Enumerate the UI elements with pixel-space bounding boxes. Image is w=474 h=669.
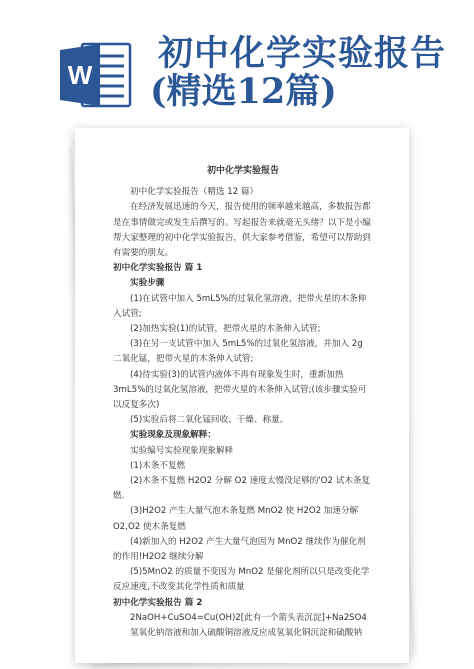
- banner-title-line1: 初中化学实验报告: [158, 33, 447, 74]
- step-item: (2)加热实验(1)的试管，把带火星的木条伸入试管;: [130, 324, 321, 335]
- phenomena-item: (1)木条不复燃: [130, 460, 186, 471]
- logo-letter: W: [67, 60, 93, 90]
- banner: [0, 0, 474, 120]
- step-item: (4)待实验(3)的试管内液体不再有现象发生时，重新加热 3mL5%的过氧化氢溶液，把带火星的木条伸入试管;(该步骤实验可以反复多次): [113, 369, 367, 411]
- intro-paragraph: 在经济发展迅速的今天，报告使用的频率越来越高，多数报告都是在事情做完或发生后撰写的。写起报告来就毫无头绪？以下是小编帮大家整理的初中化学实验报告，供大家参考借鉴，希望可以帮助到有需要的朋友。: [113, 202, 371, 259]
- document-heading: 初中化学实验报告: [206, 166, 279, 176]
- section2-text: 氢氧化钠溶液和加入硫酸铜溶液反应成氢氧化铜沉淀和硫酸钠: [130, 628, 363, 639]
- phenomena-item: (2)木条不复燃 H2O2 分解 O2 速度太慢没足够的'O2 试木条复燃.: [113, 476, 371, 502]
- document-body: [113, 164, 373, 641]
- phenomena-title: 实验现象及现象解释：: [130, 430, 216, 441]
- banner-title-line2: (精选12篇): [150, 71, 337, 112]
- phenomena-header: 实验编号实验现象现象解释: [130, 445, 234, 456]
- section2-title: 初中化学实验报告 篇 2: [113, 597, 203, 608]
- phenomena-item: (4)新加入的 H2O2 产生大量气泡因为 MnO2 继续作为催化剂的作用!H2O2 继续分解: [113, 536, 366, 563]
- document-page: [75, 128, 409, 663]
- word-document-icon: [60, 40, 132, 110]
- phenomena-item: (5)5MnO2 的质量不变因为 MnO2 是催化剂所以只是改变化学反应速度,不改变其化学性质和质量: [113, 567, 370, 593]
- step-item: (1)在试管中加入 5mL5%的过氧化氢溶液，把带火星的木条伸入试管;: [113, 293, 367, 319]
- document-subtitle: 初中化学实验报告（精选 12 篇）: [130, 187, 259, 198]
- step-item: (3)在另一支试管中加入 5mL5%的过氧化氢溶液，并加入 2g 二氧化锰，把带火星的木条伸入试管;: [113, 339, 363, 365]
- phenomena-item: (3)H2O2 产生大量气泡木条复燃 MnO2 使 H2O2 加速分解 O2,O2 使木条复燃: [113, 506, 359, 532]
- steps-title: 实验步骤: [130, 278, 165, 289]
- section1-title: 初中化学实验报告 篇 1: [113, 263, 203, 274]
- chemical-equation: 2NaOH+CuSO4=Cu(OH)2[此有一个箭头表沉淀]+Na2SO4: [130, 612, 367, 623]
- step-item: (5)实验后将二氧化锰回收、干燥、称量。: [130, 415, 289, 426]
